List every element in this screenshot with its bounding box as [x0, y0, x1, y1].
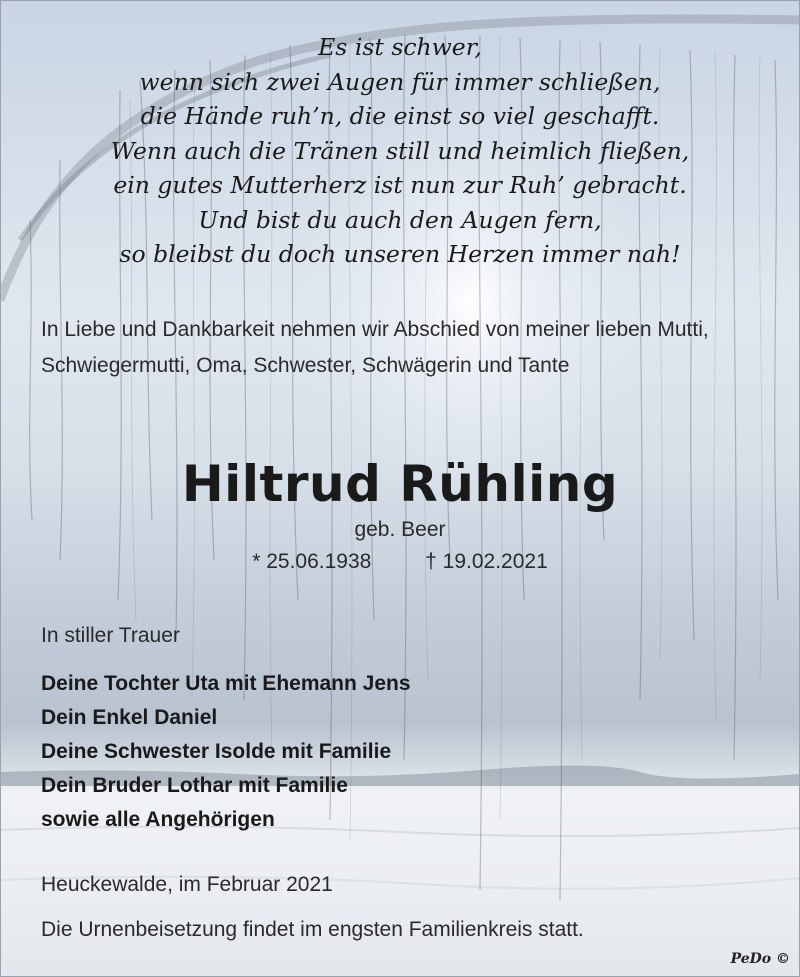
- family-list: [41, 667, 411, 837]
- maiden-name: geb. Beer: [354, 518, 446, 541]
- family-member: Dein Bruder Lothar mit Familie: [41, 774, 348, 797]
- poem-line: die Hände ruh’n, die einst so viel geschafft.: [140, 102, 660, 130]
- poem-line: Wenn auch die Tränen still und heimlich fließen,: [110, 136, 690, 165]
- birth-date: * 25.06.1938: [252, 550, 372, 573]
- poem-line: so bleibst du doch unseren Herzen immer nah!: [119, 240, 681, 268]
- family-member: Deine Tochter Uta mit Ehemann Jens: [41, 672, 411, 695]
- family-member: sowie alle Angehörigen: [41, 808, 275, 831]
- intro-text: In Liebe und Dankbarkeit nehmen wir Abschied von meiner lieben Mutti, Schwiegermutti, Oma, Schwester, Schwägerin und Tante: [41, 318, 709, 377]
- poem-line: ein gutes Mutterherz ist nun zur Ruh’ gebracht.: [113, 171, 687, 199]
- poem: [0, 30, 800, 272]
- mourning-label: In stiller Trauer: [41, 624, 180, 647]
- burial-notice: Die Urnenbeisetzung findet im engsten Familienkreis statt.: [41, 918, 584, 941]
- life-dates: [0, 547, 800, 577]
- poem-line: Und bist du auch den Augen fern,: [198, 205, 602, 234]
- family-member: Deine Schwester Isolde mit Familie: [41, 740, 392, 763]
- deceased-name: Hiltrud Rühling: [181, 455, 619, 513]
- poem-line: wenn sich zwei Augen für immer schließen,: [139, 67, 661, 96]
- poem-line: Es ist schwer,: [318, 33, 482, 61]
- family-member: Dein Enkel Daniel: [41, 706, 218, 729]
- place-date: Heuckewalde, im Februar 2021: [41, 873, 333, 896]
- death-date: † 19.02.2021: [425, 550, 548, 573]
- designer-signature: PeDo ©: [730, 951, 790, 967]
